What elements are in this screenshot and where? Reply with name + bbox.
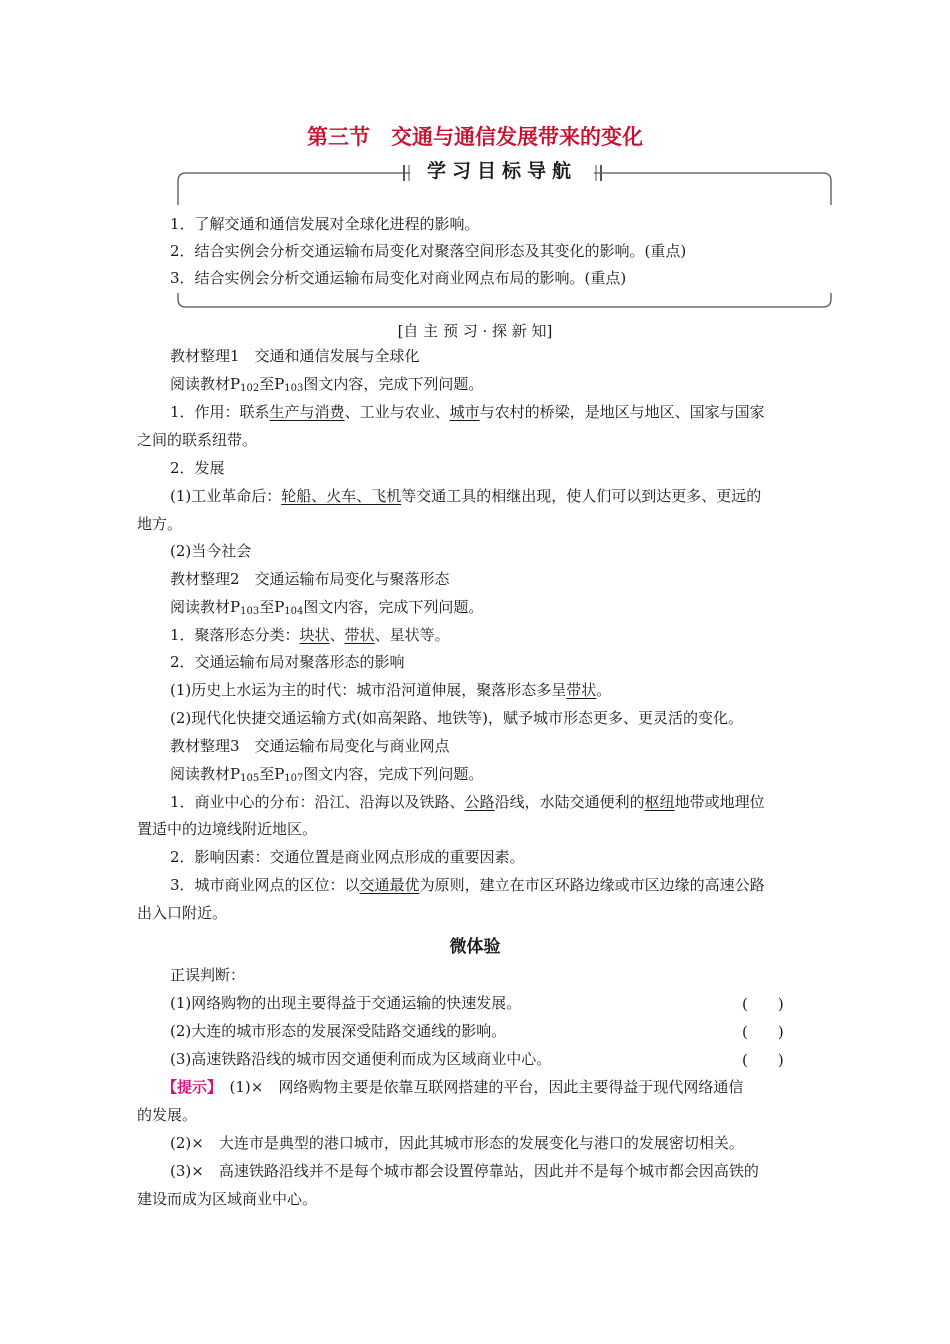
tip-2: (2)× 大连市是典型的港口城市，因此其城市形态的发展变化与港口的发展密切相关。 — [170, 1134, 744, 1152]
answer-blank-1: ( ) — [742, 995, 784, 1013]
s3-item-3-cont: 出入口附近。 — [137, 904, 228, 922]
s1-item-1: 1．作用：联系生产与消费、工业与农业、城市与农村的桥梁，是地区与地区、国家与国家 — [170, 403, 765, 421]
s3-item-1-cont: 置适中的边境线附近地区。 — [137, 820, 318, 838]
page-title: 第三节 交通与通信发展带来的变化 — [307, 125, 643, 149]
judge-item-2: (2)大连的城市形态的发展深受陆路交通线的影响。 — [170, 1022, 507, 1040]
micro-intro: 正误判断： — [170, 966, 246, 984]
judge-item-3: (3)高速铁路沿线的城市因交通便利而成为区域商业中心。 — [170, 1050, 552, 1068]
s2-item-1: 1．聚落形态分类：块状、带状、星状等。 — [170, 626, 450, 644]
section-header: [自 主 预 习 · 探 新 知] — [397, 322, 553, 340]
goal-header: 学习目标导航 — [411, 154, 593, 188]
goal-item-3: 3．结合实例会分析交通运输布局变化对商业网点布局的影响。(重点) — [170, 269, 627, 287]
s1-read: 阅读教材$P_{102}$至$P_{103}$图文内容，完成下列问题。 — [170, 375, 484, 394]
s1-item-1-cont: 之间的联系纽带。 — [137, 431, 258, 449]
tip-3-cont: 建设而成为区域商业中心。 — [137, 1190, 318, 1208]
tip-1-cont: 的发展。 — [137, 1106, 198, 1124]
micro-title-wrap — [0, 932, 950, 957]
s3-item-2: 2．影响因素：交通位置是商业网点形成的重要因素。 — [170, 848, 525, 866]
answer-blank-3: ( ) — [742, 1051, 784, 1069]
s2-item-2: 2．交通运输布局对聚落形态的影响 — [170, 653, 405, 671]
s1-item-2-1: (1)工业革命后：轮船、火车、飞机等交通工具的相继出现，使人们可以到达更多、更远的 — [170, 487, 762, 505]
goal-item-1: 1．了解交通和通信发展对全球化进程的影响。 — [170, 215, 480, 233]
s1-heading: 教材整理1 交通和通信发展与全球化 — [170, 347, 420, 365]
tip-1: 【提示】 (1)× 网络购物主要是依靠互联网搭建的平台，因此主要得益于现代网络通信 — [162, 1078, 744, 1096]
s1-item-2-2: (2)当今社会 — [170, 542, 252, 560]
answer-blank-2: ( ) — [742, 1023, 784, 1041]
s1-item-2-1-cont: 地方。 — [137, 515, 183, 533]
goal-item-2: 2．结合实例会分析交通运输布局变化对聚落空间形态及其变化的影响。(重点) — [170, 242, 687, 260]
s2-heading: 教材整理2 交通运输布局变化与聚落形态 — [170, 570, 450, 588]
s3-read: 阅读教材$P_{105}$至$P_{107}$图文内容，完成下列问题。 — [170, 765, 484, 784]
s3-item-3: 3．城市商业网点的区位：以交通最优为原则，建立在市区环路边缘或市区边缘的高速公路 — [170, 876, 765, 894]
s3-item-1: 1．商业中心的分布：沿江、沿海以及铁路、公路沿线，水陆交通便利的枢纽地带或地理位 — [170, 793, 765, 811]
tip-label: 【提示】 — [162, 1078, 215, 1096]
tip-3: (3)× 高速铁路沿线并不是每个城市都会设置停靠站，因此并不是每个城市都会因高铁的 — [170, 1162, 759, 1180]
s3-heading: 教材整理3 交通运输布局变化与商业网点 — [170, 737, 450, 755]
s2-item-2-2: (2)现代化快捷交通运输方式(如高架路、地铁等)，赋予城市形态更多、更灵活的变化。 — [170, 709, 743, 727]
judge-item-1: (1)网络购物的出现主要得益于交通运输的快速发展。 — [170, 994, 522, 1012]
s2-read: 阅读教材$P_{103}$至$P_{104}$图文内容，完成下列问题。 — [170, 598, 484, 617]
s1-item-2: 2．发展 — [170, 459, 225, 477]
s2-item-2-1: (1)历史上水运为主的时代：城市沿河道伸展，聚落形态多呈带状。 — [170, 681, 612, 699]
micro-title: 微体验 — [444, 937, 507, 957]
